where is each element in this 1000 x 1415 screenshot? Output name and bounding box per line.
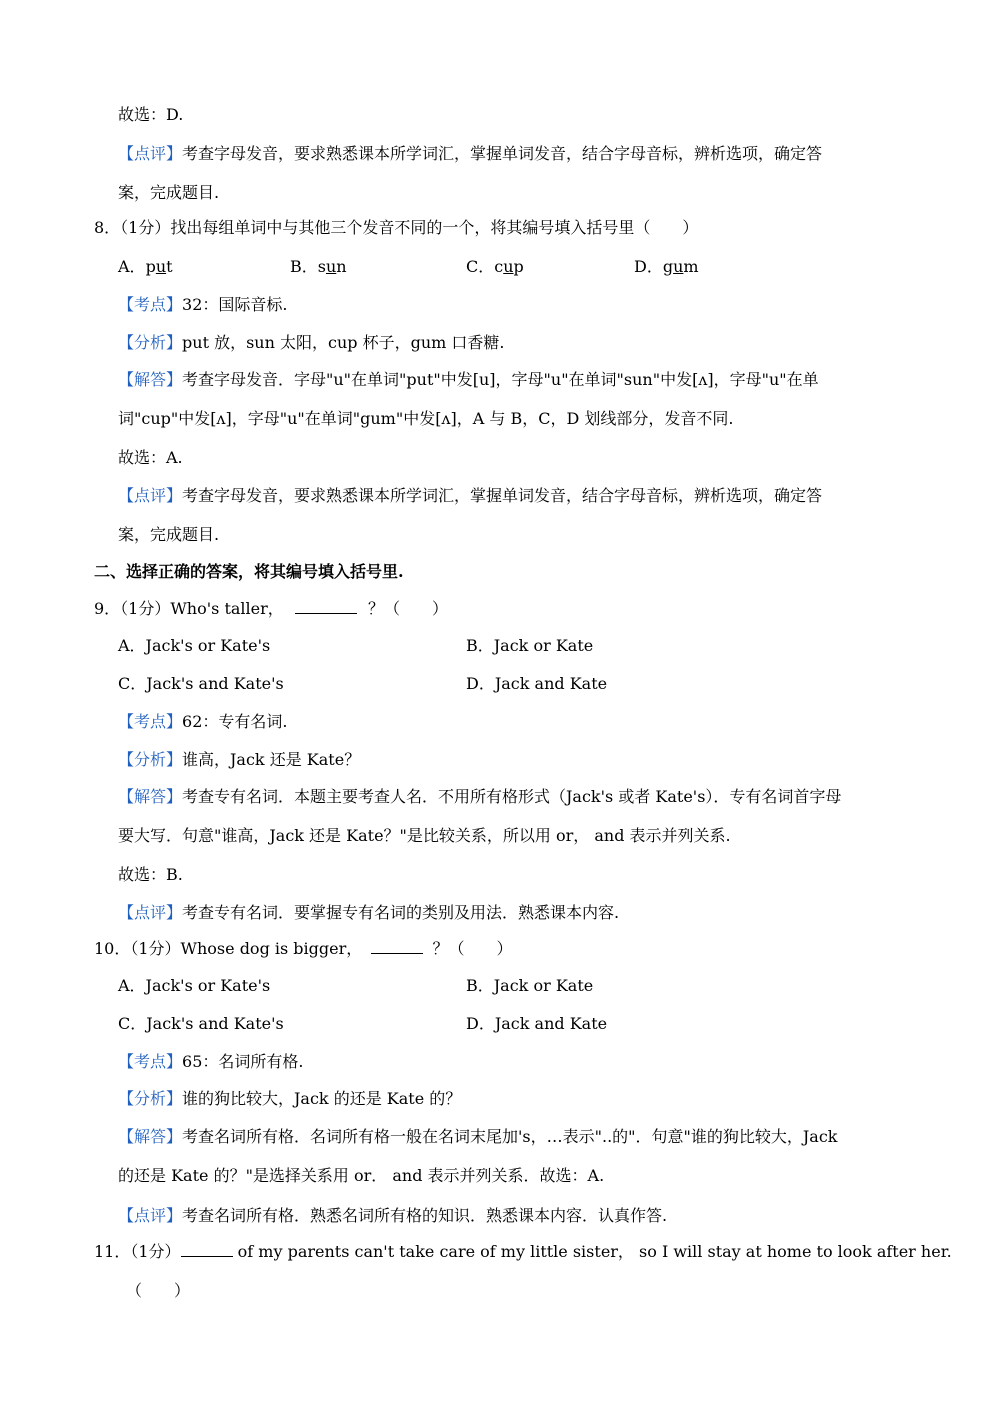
option-text: t bbox=[166, 257, 173, 276]
analysis-text: 谁高，Jack 还是 Kate？ bbox=[182, 750, 361, 769]
q9-review bbox=[118, 902, 619, 924]
stem-text: 10．（1分）Whose dog is bigger， bbox=[94, 939, 363, 958]
option-text: g bbox=[662, 257, 674, 276]
option-label: B． bbox=[290, 257, 318, 276]
answer-blank[interactable] bbox=[371, 937, 423, 954]
q8-solution bbox=[118, 369, 819, 391]
q8-analysis bbox=[118, 332, 504, 354]
underlined-letter: u bbox=[503, 257, 514, 276]
q10-point bbox=[118, 1051, 303, 1073]
q10-option-b[interactable]: B．Jack or Kate bbox=[466, 976, 594, 995]
q9-option-a[interactable]: A．Jack's or Kate's bbox=[118, 636, 271, 655]
review-text: 考查名词所有格．熟悉名词所有格的知识．熟悉课本内容．认真作答. bbox=[182, 1206, 668, 1225]
option-text: p bbox=[145, 257, 156, 276]
q8-point bbox=[118, 294, 287, 316]
underlined-letter: u bbox=[155, 257, 167, 276]
q10-option-a[interactable]: A．Jack's or Kate's bbox=[118, 976, 271, 995]
review-tag: 【点评】 bbox=[118, 486, 183, 505]
answer-blank[interactable] bbox=[181, 1240, 233, 1257]
question-9-stem bbox=[94, 597, 448, 620]
point-text: 65：名词所有格. bbox=[182, 1052, 304, 1071]
question-10-stem bbox=[94, 937, 512, 960]
question-8-stem: 8．（1分）找出每组单词中与其他三个发音不同的一个，将其编号填入括号里（ ） bbox=[94, 218, 699, 237]
underlined-letter: u bbox=[325, 257, 337, 276]
stem-text: of my parents can't take care of my little sister， so I will stay at home to look after her. bbox=[232, 1242, 952, 1261]
review-line bbox=[118, 143, 822, 165]
q8-option-c[interactable] bbox=[466, 256, 524, 278]
review-tag: 【点评】 bbox=[118, 144, 183, 163]
q9-answer: 故选：B. bbox=[118, 865, 183, 884]
stem-text: ？（ ） bbox=[432, 939, 513, 958]
question-11-paren: （ ） bbox=[126, 1281, 191, 1300]
review-text: 考查字母发音，要求熟悉课本所学词汇，掌握单词发音，结合字母音标，辨析选项，确定答 bbox=[182, 144, 823, 163]
review-line-cont: 案，完成题目. bbox=[118, 183, 220, 202]
option-text: s bbox=[317, 257, 326, 276]
q10-review bbox=[118, 1205, 667, 1227]
point-text: 32：国际音标. bbox=[182, 295, 288, 314]
solution-text: 考查专有名词．本题主要考查人名．不用所有格形式（Jack's 或者 Kate's）．专有名词首字母 bbox=[182, 787, 842, 806]
review-text: 考查专有名词．要掌握专有名词的类别及用法．熟悉课本内容. bbox=[182, 903, 620, 922]
solution-tag: 【解答】 bbox=[118, 370, 183, 389]
analysis-tag: 【分析】 bbox=[118, 1089, 183, 1108]
point-tag: 【考点】 bbox=[118, 712, 183, 731]
q10-analysis bbox=[118, 1088, 461, 1110]
solution-text: 考查字母发音．字母"u"在单词"put"中发[u]，字母"u"在单词"sun"中发[ʌ]，字母"u"在单 bbox=[182, 370, 819, 389]
review-tag: 【点评】 bbox=[118, 1206, 183, 1225]
solution-tag: 【解答】 bbox=[118, 787, 183, 806]
stem-text: 9．（1分）Who's taller， bbox=[94, 599, 284, 618]
q9-option-c[interactable]: C．Jack's and Kate's bbox=[118, 674, 284, 693]
q9-solution-cont: 要大写．句意"谁高，Jack 还是 Kate？"是比较关系，所以用 or， and 表示并列关系. bbox=[118, 826, 731, 845]
q10-option-c[interactable]: C．Jack's and Kate's bbox=[118, 1014, 284, 1033]
question-11-stem bbox=[94, 1240, 952, 1263]
option-label: A． bbox=[118, 257, 146, 276]
review-tag: 【点评】 bbox=[118, 903, 183, 922]
q8-option-b[interactable] bbox=[290, 256, 347, 278]
option-label: D． bbox=[634, 257, 663, 276]
q8-option-a[interactable] bbox=[118, 256, 173, 278]
review-text: 考查字母发音，要求熟悉课本所学词汇，掌握单词发音，结合字母音标，辨析选项，确定答 bbox=[182, 486, 823, 505]
answer-blank[interactable] bbox=[295, 597, 357, 614]
q9-option-b[interactable]: B．Jack or Kate bbox=[466, 636, 594, 655]
q8-review bbox=[118, 485, 822, 507]
stem-text: 11．（1分） bbox=[94, 1242, 181, 1261]
analysis-text: 谁的狗比较大，Jack 的还是 Kate 的？ bbox=[182, 1089, 462, 1108]
option-text: p bbox=[513, 257, 524, 276]
q9-option-d[interactable]: D．Jack and Kate bbox=[466, 674, 608, 693]
q10-solution-cont: 的还是 Kate 的？"是选择关系用 or． and 表示并列关系．故选：A. bbox=[118, 1166, 605, 1185]
q8-option-d[interactable] bbox=[634, 256, 699, 278]
q8-review-cont: 案，完成题目. bbox=[118, 525, 220, 544]
q9-solution bbox=[118, 786, 841, 808]
q8-answer: 故选：A. bbox=[118, 448, 183, 467]
point-tag: 【考点】 bbox=[118, 1052, 183, 1071]
stem-text: ？（ ） bbox=[367, 599, 448, 618]
solution-tag: 【解答】 bbox=[118, 1127, 183, 1146]
underlined-letter: u bbox=[673, 257, 684, 276]
point-tag: 【考点】 bbox=[118, 295, 183, 314]
section-2-title: 二、选择正确的答案，将其编号填入括号里. bbox=[94, 562, 404, 581]
option-text: m bbox=[683, 257, 699, 276]
analysis-text: put 放，sun 太阳，cup 杯子，gum 口香糖. bbox=[182, 333, 505, 352]
option-label: C． bbox=[466, 257, 495, 276]
option-text: n bbox=[336, 257, 347, 276]
q9-analysis bbox=[118, 749, 360, 771]
q9-point bbox=[118, 711, 287, 733]
analysis-tag: 【分析】 bbox=[118, 750, 183, 769]
q8-solution-cont: 词"cup"中发[ʌ]，字母"u"在单词"gum"中发[ʌ]，A 与 B，C，D 划线部分，发音不同. bbox=[118, 409, 734, 428]
q10-option-d[interactable]: D．Jack and Kate bbox=[466, 1014, 608, 1033]
answer-line: 故选：D. bbox=[118, 105, 184, 124]
point-text: 62：专有名词. bbox=[182, 712, 288, 731]
analysis-tag: 【分析】 bbox=[118, 333, 183, 352]
option-text: c bbox=[494, 257, 504, 276]
q10-solution bbox=[118, 1126, 838, 1148]
solution-text: 考查名词所有格．名词所有格一般在名词末尾加's，…表示"..的"．句意"谁的狗比较大，Jack bbox=[182, 1127, 838, 1146]
